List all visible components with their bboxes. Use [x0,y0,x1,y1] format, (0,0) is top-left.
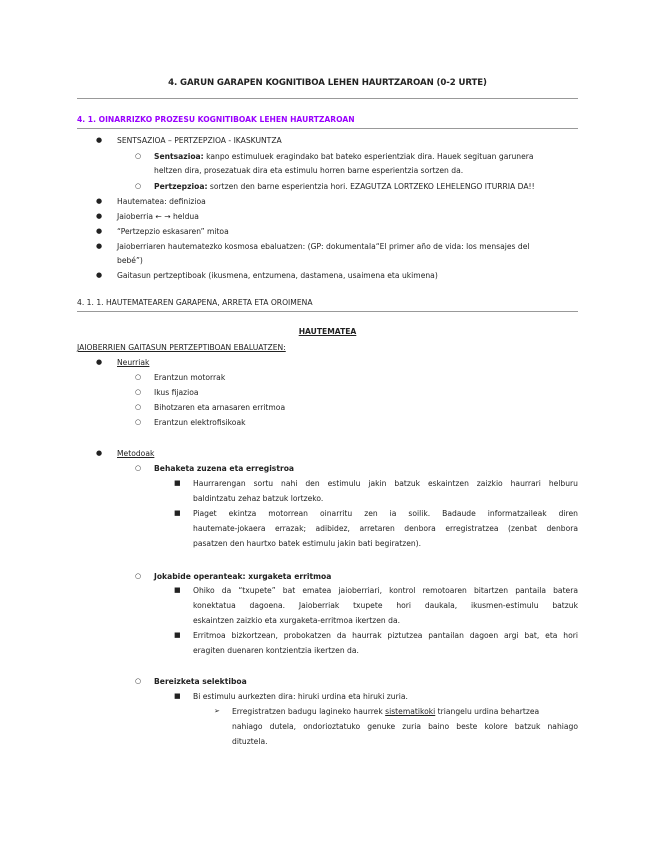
paragraph-line: nahiago dutela, ondorioztatuko genuke zuria baino beste kolore batzuk nahiago [232,722,578,731]
paragraph-line: hautemate-jokaera errazak; adibidez, arretaren denbora erregistratzea (zenbat denbora [193,524,578,533]
term-pertzepzioa: Pertzepzioa: [154,182,208,191]
bullet-icon: ● [96,271,103,279]
link-sistematikoki[interactable]: sistematikoki [385,707,436,716]
list-item [154,181,535,192]
paragraph-line: Haurrarengan sortu nahi den estimulu jakin batzuk eskaintzen zaizkio haurrari helburu [193,479,578,488]
paragraph-line: baldintzatu zehaz batzuk lortzeko. [193,494,324,503]
square-bullet-icon: ■ [174,631,181,639]
paragraph-line: eskaintzen zaizkio eta xurgaketa-erritmoa ikertzen da. [193,616,401,625]
list-item: Erantzun motorrak [154,373,226,382]
text-fragment: triangelu urdina behartzea [437,707,540,716]
list-item: Ikus fijazioa [154,388,199,397]
section-heading-4-1-1: 4. 1. 1. HAUTEMATEAREN GARAPENA, ARRETA ETA OROIMENA [77,298,313,307]
subtitle-hautematea: HAUTEMATEA [298,327,357,336]
text-fragment: Erregistratzen badugu lagineko haurrek [232,707,383,716]
page-title: 4. GARUN GARAPEN KOGNITIBOA LEHEN HAURTZAROAN (0-2 URTE) [168,78,487,88]
paragraph-line: eragiten duenaren kontzientzia ikertzen da. [193,646,359,655]
list-item-continued: heltzen dira, prosezatuak dira eta estimulu horren barne esperientzia sortzen da. [154,166,464,175]
jokabide-label: Jokabide operanteak: xurgaketa erritmoa [154,572,332,581]
circle-bullet-icon: ○ [135,403,142,411]
list-item: Gaitasun pertzeptiboak (ikusmena, entzumena, dastamena, usaimena eta ukimena) [117,271,438,280]
arrow-bullet-icon: ➢ [214,707,220,715]
bullet-icon: ● [96,358,103,366]
circle-bullet-icon: ○ [135,464,142,472]
behaketa-label: Behaketa zuzena eta erregistroa [154,464,295,473]
title-divider [77,98,578,99]
section-divider [77,311,578,312]
neurriak-label: Neurriak [117,358,150,367]
section-divider [77,128,578,129]
bullet-icon: ● [96,197,103,205]
list-item: Hautematea: definizioa [117,197,206,206]
paragraph-line: konektatua dagoena. Jaioberriak txupete hori daukala, ikusmen-estimulu batzuk [193,601,578,610]
bullet-icon: ● [96,212,103,220]
paragraph-line [232,706,539,717]
circle-bullet-icon: ○ [135,572,142,580]
list-item: Bihotzaren eta arnasaren erritmoa [154,403,286,412]
bereizketa-label: Bereizketa selektiboa [154,677,247,686]
square-bullet-icon: ■ [174,586,181,594]
list-item: Jaioberriaren hautematezko kosmosa ebaluatzen: (GP: dokumentala“El primer año de vida: los mensajes del [117,242,530,251]
paragraph-line: Bi estimulu aurkezten dira: hiruki urdina eta hiruki zuria. [193,692,408,701]
square-bullet-icon: ■ [174,509,181,517]
list-item [154,151,534,162]
paragraph-line: Erritmoa bizkortzean, probokatzen da haurrak piztutzea pantailan dagoen argi bat, eta hori [193,631,578,640]
square-bullet-icon: ■ [174,479,181,487]
list-item: SENTSAZIOA – PERTZEPZIOA - IKASKUNTZA [117,136,282,145]
circle-bullet-icon: ○ [135,388,142,396]
circle-bullet-icon: ○ [135,677,142,685]
circle-bullet-icon: ○ [135,182,142,190]
definition-text: kanpo estimuluek eragindako bat bateko esperientziak dira. Hauek segituan garunera [206,152,534,161]
paragraph-line: Ohiko da “txupete” bat ematea jaioberriari, kontrol remotoaren bitartzen pantaila batera [193,586,578,595]
paragraph-line: pasatzen den haurtxo batek estimulu jakin bati begiratzen). [193,539,422,548]
metodoak-label: Metodoak [117,449,155,458]
bullet-icon: ● [96,136,103,144]
bullet-icon: ● [96,242,103,250]
list-item-continued: bebé”) [117,256,143,265]
circle-bullet-icon: ○ [135,418,142,426]
circle-bullet-icon: ○ [135,152,142,160]
definition-text: sortzen den barne esperientzia hori. EZAGUTZA LORTZEKO LEHELENGO ITURRIA DA!! [209,182,535,191]
paragraph-line: Piaget ekintza motorrean oinarritu zen ia soilik. Badaude informatzaileak diren [193,509,578,518]
paragraph-line: dituztela. [232,737,268,746]
list-item: Jaioberria ← → heldua [117,212,199,221]
bullet-icon: ● [96,449,103,457]
circle-bullet-icon: ○ [135,373,142,381]
list-item: Erantzun elektrofisikoak [154,418,246,427]
eval-heading: JAIOBERRIEN GAITASUN PERTZEPTIBOAN EBALUATZEN: [77,343,286,352]
term-sentsazioa: Sentsazioa: [154,152,204,161]
list-item: “Pertzepzio eskasaren” mitoa [117,227,229,236]
bullet-icon: ● [96,227,103,235]
section-heading-4-1: 4. 1. OINARRIZKO PROZESU KOGNITIBOAK LEHEN HAURTZAROAN [77,115,355,124]
square-bullet-icon: ■ [174,692,181,700]
